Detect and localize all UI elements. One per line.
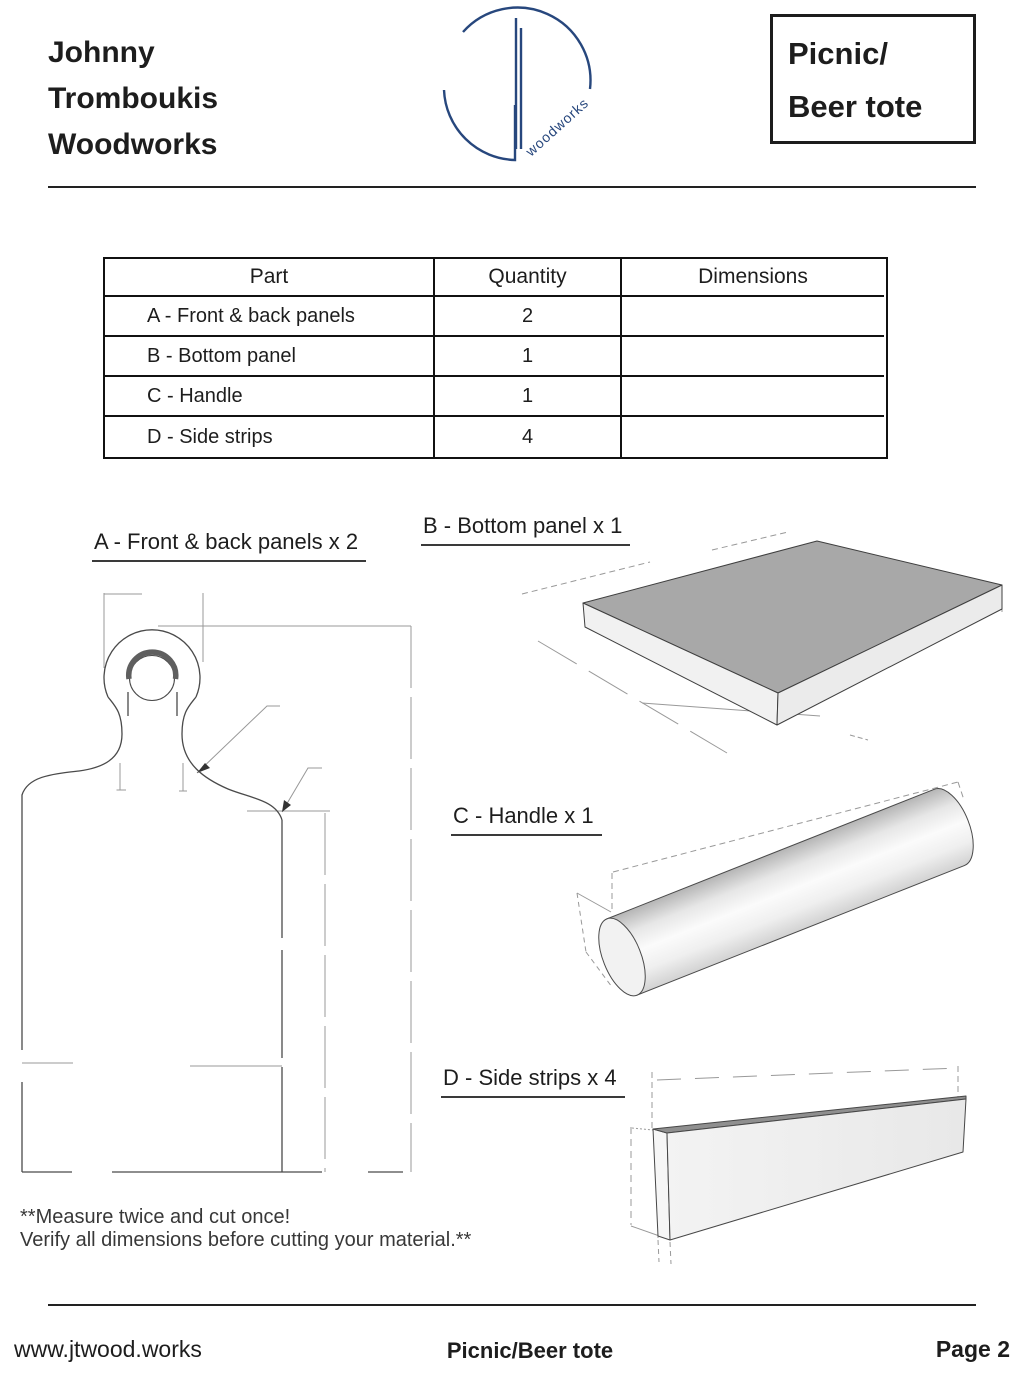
header-divider: [48, 186, 976, 188]
footer-divider: [48, 1304, 976, 1306]
bottom-panel-drawing: [500, 520, 1024, 770]
company-name-line: Woodworks: [48, 128, 218, 161]
table-row-quantity: 1: [435, 337, 622, 377]
table-row-dimensions: [622, 297, 884, 337]
parts-table: [103, 257, 888, 459]
measure-note-line: Verify all dimensions before cutting your material.**: [20, 1229, 472, 1251]
measure-note: [20, 1206, 471, 1252]
table-row-part: B - Bottom panel: [105, 337, 435, 377]
project-title-line: Beer tote: [788, 89, 923, 124]
table-row-quantity: 2: [435, 297, 622, 337]
measure-note-line: **Measure twice and cut once!: [20, 1206, 291, 1228]
diagram-label-bottom-panel: B - Bottom panel x 1: [421, 513, 630, 546]
side-strip-drawing: [600, 1040, 1024, 1280]
table-row-quantity: 1: [435, 377, 622, 417]
company-name-line: Tromboukis: [48, 82, 219, 115]
footer-website: www.jtwood.works: [14, 1336, 202, 1362]
project-title-line: Picnic/: [788, 36, 888, 71]
front-back-panel-drawing: [0, 560, 440, 1220]
company-name: [48, 30, 218, 168]
footer-page-number: Page 2: [935, 1336, 1010, 1362]
footer-document-title: Picnic/Beer tote: [446, 1338, 614, 1363]
table-row-quantity: 4: [435, 417, 622, 457]
table-row-part: A - Front & back panels: [105, 297, 435, 337]
column-header-quantity: Quantity: [435, 259, 622, 297]
diagram-label-handle: C - Handle x 1: [451, 803, 602, 836]
table-row-dimensions: [622, 417, 884, 457]
company-logo-icon: [425, 2, 600, 177]
table-row-part: C - Handle: [105, 377, 435, 417]
table-row-dimensions: [622, 377, 884, 417]
table-row-part: D - Side strips: [105, 417, 435, 457]
diagram-label-front-back-panels: A - Front & back panels x 2: [92, 529, 366, 562]
column-header-dimensions: Dimensions: [622, 259, 884, 297]
logo-woodworks-text: woodworks: [522, 94, 592, 160]
handle-drawing: [540, 770, 1000, 1010]
diagram-label-side-strips: D - Side strips x 4: [441, 1065, 625, 1098]
column-header-part: Part: [105, 259, 435, 297]
company-name-line: Johnny: [48, 36, 155, 69]
project-title-box: [770, 14, 976, 144]
table-row-dimensions: [622, 337, 884, 377]
